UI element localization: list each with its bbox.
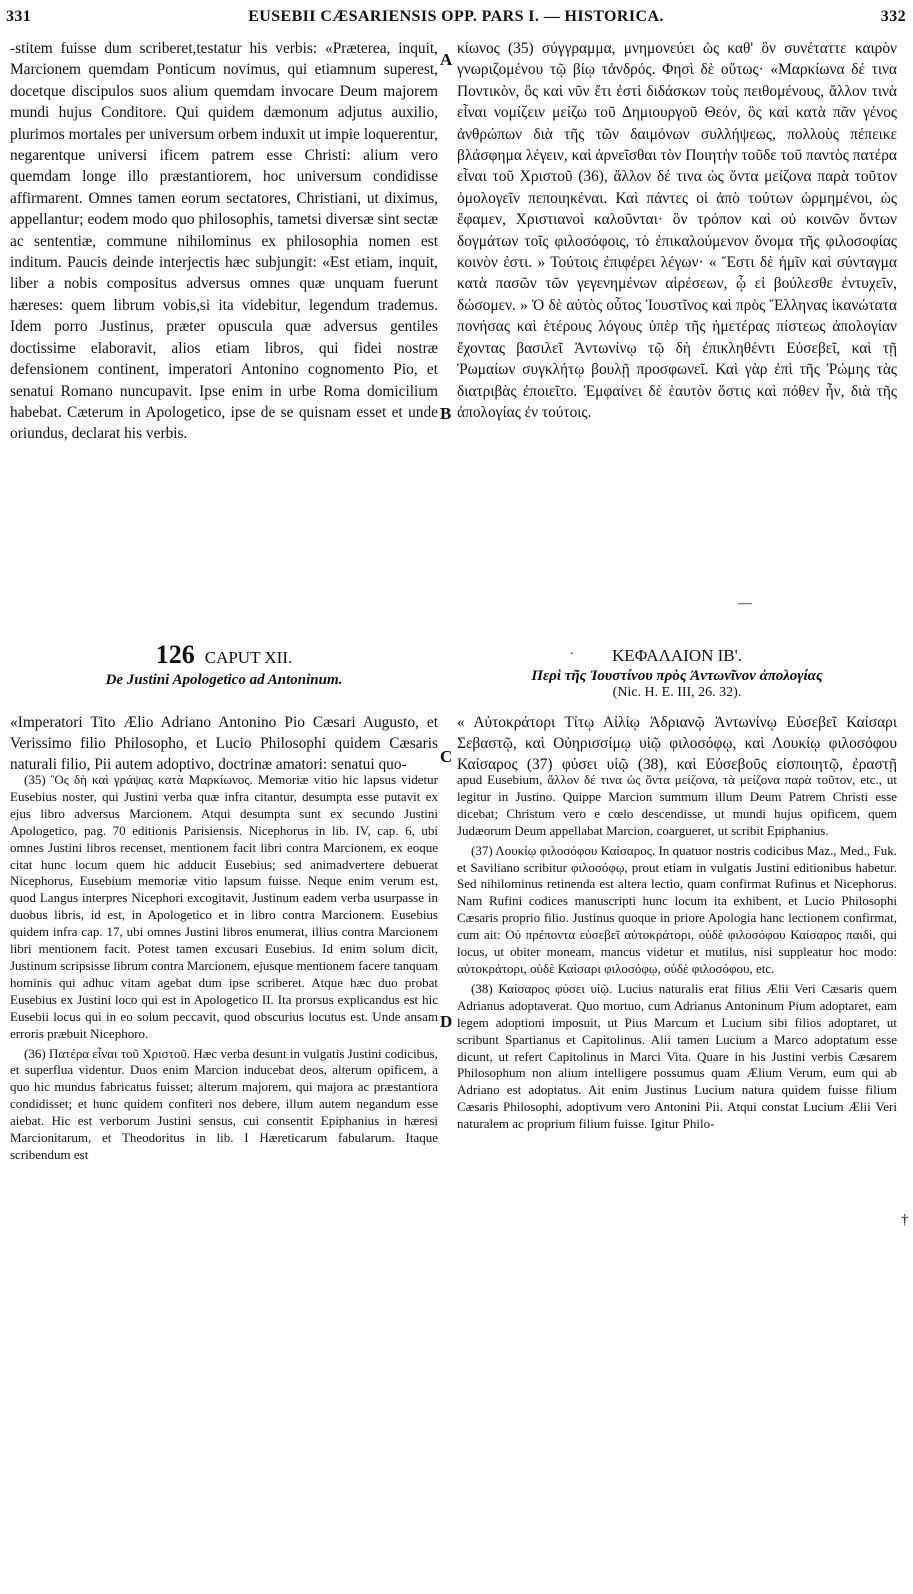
dagger-mark: † [901,1212,909,1228]
margin-letter-a: A [440,50,453,69]
latin-chapter-heading [10,640,438,689]
chapter-title-greek: ΚΕΦΑΛΑΙΟΝ ΙΒ'. [612,646,742,665]
latin-footnotes [10,772,438,1572]
footnote-35: (35) Ὃς δὴ καὶ γράψας κατὰ Μαρκίωνος. Memoriæ vitio hic lapsus videtur Eusebius noster, qui Justini verba quæ infra citantur, desumpta esse putavit ex ejus libro adversus Marcionem. Atqui desumpta sunt ex secundo Justini Apologetico, pag. 70 editionis Parisiensis. Nicephorus in lib. IV, cap. 6, ubi omnes Justini libros recenset, mentionem facit libri contra Marcionem, ex eoque citat hunc locum quem hic adducit Eusebius; sed animadvertere debuerat Nicephorus, Eusebium memoriæ vitio lapsum fuisse. Neque enim verum est, quod Langus interpres Nicephori excogitavit, Justinum eadem verba usurpasse in duobus libris, id est, in Apologetico et in libro contra Marcionem. Eusebius quidem infra cap. 17, ubi omnes Justini libros enumerat, illius contra Marcionem libri mentionem facit. Potest tamen excusari Eusebius. Id enim solum dicit, Justinum scripsisse librum contra Marcionem, ejusque mentionem facere tanquam hominis qui adhuc vitam agebat dum ipse scriberet. Atque hæc duo probat Eusebius ex Justini loco qui est in Apologetico II. Ita prorsus explicandus est hic Eusebii locus qui in eo solum peccavit, quod obscurius locutus est. Unde ansam erroris præbuit Nicephoro. [10,772,438,1041]
footnote-36: (36) Πατέρα εἶναι τοῦ Χριστοῦ. Hæc verba desunt in vulgatis Justini codicibus, et superflua videntur. Duos enim Marcion inducebat deos, alterum opificem, a quo hic mundus fabricatus fuisset; alterum majorem, qui majora ac præstantiora condidisset; et hunc quidem confiteri nos debere, illum autem negandum esse aiebat. Hic est verborum Justini sensus, cui consentit Epiphanius in hæresi Marcionitarum, et Theodoritus in lib. I Hæreticarum fabularum. Itaque scribendum est [10,1045,438,1162]
footnote-37: (37) Λουκίῳ φιλοσόφου Καίσαρος. In quatuor nostris codicibus Maz., Med., Fuk. et Saviliano scribitur φιλοσόφῳ, prout etiam in vulgatis Justini editionibus habetur. Sed nihilominus retinenda est altera lectio, quam confirmat Rufinus et Nicephorus. Nam Rufini codices manuscripti hunc locum ita exhibent, et Lucio Philosophi Cæsaris proprio filio. Justinus quoque in priore Apologia hanc lectionem confirmat, cum ait: Οὐ πρέποντα εὐσεβεῖ αὐτοκράτορι, οὐδὲ φιλοσόφου Καίσαρος παιδὶ, qui locus, ut obiter moneam, mancus videtur et mutilus, nisi suppleatur hoc modo: αὐτοκράτορι, οὐδὲ Καίσαρι φιλοσόφῳ, οὐδὲ φιλοσόφου, etc. [457,842,897,976]
margin-letter-b: B [440,404,452,423]
latin-decree-text: «Imperatori Tito Ælio Adriano Antonino Pio Cæsari Augusto, et Verissimo filio Philosopho, et Lucio Philosophi quidem Cæsaris naturali filio, Pii autem adoptivo, doctrinæ amatori: senatui quo- [10,714,438,772]
section-dash: — [738,596,752,611]
chapter-reference: (Nic. H. E. III, 26. 32). [612,685,742,700]
page-number-right: 332 [880,8,906,25]
chapter-number: 126 [155,640,195,669]
footnote-38: (38) Καίσαρος φύσει υἱῷ. Lucius naturalis erat filius Ælii Veri Cæsaris quem Adrianus adoptaverat. Quo mortuo, cum Adrianus Antoninum Pium adoptaret, eam legem adoptioni imposuit, ut Pius Marcum et Lucium sibi filios adoptaret, ut scribunt Spartianus et Capitolinus. Alii tamen Lucium a Marco adoptatum esse dicunt, ut refert Capitolinus in Marci Vita. Quare in his Justini verbis Cæsarem Philosophum non alium intelligere possumus quam Ælium Verum, eum qui ab Adriano est adoptatus. Ait enim Justinus Lucium natura quidem fuisse filium Cæsaris Philosophi, adoptivum vero Antonini Pii. Atqui constat Lucium Ælii Veri naturalem ac proprium filium fuisse. Igitur Philo- [457,980,897,1132]
running-title: EUSEBII CÆSARIENSIS OPP. PARS I. — HISTORICA. [248,8,664,25]
section-dot: . [570,643,574,658]
right-footnotes [457,772,897,1572]
margin-letter-c: C [440,747,453,766]
footnote-36-continued: apud Eusebium, ἄλλον δέ τινα ὡς ὄντα μείζονα, τὰ μείζονα παρὰ τοῦτον, etc., ut legitur in Justino. Quippe Marcion summum illum Deum Patrem Christi esse dicebat; Christum vero e cœlo descendisse, ut mundi hujus opificem, quem Judæorum Deum appellabat Marcion, coargueret, ut scribit Epiphanius. [457,772,897,838]
chapter-subtitle-latin: De Justini Apologetico ad Antoninum. [105,672,343,688]
greek-chapter-heading [457,640,897,701]
margin-letter-d: D [440,1012,453,1031]
chapter-title-latin: CAPUT XII. [204,648,293,667]
latin-main-text: -stitem fuisse dum scriberet,testatur his verbis: «Præterea, inquit, Marcionem quemdam Ponticum novimus, qui etiamnum superest, docetque discipulos suos alium quemdam invocare Deum majorem mundi hujus Conditore. Qui quidem dæmonum adjutus auxilio, plurimos mortales per universum orbem induxit ut impie loquerentur, negarentque universi ificem patrem esse Christi: alium vero quemdam longe illo præstantiorem, hoc universum condidisse affirmarent. Omnes tamen eorum sectatores, Christiani, ut diximus, appellantur; eodem modo quo philosophis, tametsi diversæ sint sectæ ac sententiæ, commune nihilominus ex philosophia nomen est inditum. Paucis deinde interjectis hæc subjungit: «Est etiam, inquit, liber a nobis compositus adversus omnes quæ unquam fuerunt hæreses: quem librum vobis,si ita videbitur, legendum trademus. Idem porro Justinus, præter opuscula quæ adversus gentiles doctissime elaboravit, alios etiam libros, qui fidei nostræ defensionem continent, imperatori Antonino cognomento Pio, et senatui Romano nuncupavit. Ipse enim in urbe Roma domicilium habebat. Cæterum in Apologetico, ipse de se quisnam esset et unde oriundus, declarat his verbis. [10,40,438,443]
greek-main-text: κίωνος (35) σύγγραμμα, μνημονεύει ὡς καθ' ὃν συνέταττε καιρὸν γνωριζομένου τῷ βίῳ τἀνδρός. Φησὶ δὲ οὕτως· «Μαρκίωνα δέ τινα Ποντικὸν, ὃς καὶ νῦν ἔτι ἐστὶ διδάσκων τοὺς πειθομένους, ἄλλον τινὰ εἶναι νομίζειν μείζω τοῦ Δημιουργοῦ Θεόν, ὃς καὶ κατὰ πᾶν γένος ἀνθρώπων διὰ τῆς τῶν δαιμόνων συλλήψεως, πολλοὺς πέπεικε βλάσφημα λέγειν, καὶ ἀρνεῖσθαι τὸν Ποιητὴν τοῦδε τοῦ παντὸς πατέρα εἶναι τοῦ Χριστοῦ (36), ἄλλον δέ τινα ὡς ὄντα μείζονα παρὰ τοῦτον ὁμολογεῖν πεποιηκέναι. Καὶ πάντες οἱ ἀπὸ τούτων ὡρμημένοι, ὡς ἔφαμεν, Χριστιανοὶ καλοῦνται· ὃν τρόπον καὶ οὐ κοινῶν ὄντων δογμάτων τοῖς φιλοσόφοις, τὸ ἐπικαλούμενον ὄνομα τῆς φιλοσοφίας κοινὸν ἐστι. » Τούτοις ἐπιφέρει λέγων· « Ἔστι δὲ ἡμῖν καὶ σύνταγμα κατὰ πασῶν τῶν γεγενημένων αἱρέσεων, ᾧ εἰ βούλεσθε ἐντυχεῖν, δώσομεν. » Ὁ δὲ αὐτὸς οὗτος Ἰουστῖνος καὶ πρὸς Ἕλληνας ἱκανώτατα πονήσας καὶ ἑτέρους λόγους ὑπὲρ τῆς ἡμετέρας πίστεως ἀπολογίαν ἔχοντας βασιλεῖ Ἀντωνίνῳ τῷ δὴ ἐπικληθέντι Εὐσεβεῖ, καὶ τῇ Ῥωμαίων συγκλήτῳ βουλῇ προσφωνεῖ. Καὶ γὰρ ἐπὶ τῆς Ῥώμης τὰς διατριβὰς ἐποιεῖτο. Ἐμφαίνει δὲ ἑαυτὸν ὅστις καὶ πόθεν ἦν, διὰ τῆς ἀπολογίας ἐν τούτοις. [457,40,897,421]
greek-decree-text: « Αὐτοκράτορι Τίτῳ Αἰλίῳ Ἀδριανῷ Ἀντωνίνῳ Εὐσεβεῖ Καίσαρι Σεβαστῷ, καὶ Οὐηρισσίμῳ υἱῷ φιλοσόφῳ, καὶ Λουκίῳ φιλοσόφου Καίσαρος (37) φύσει υἱῷ (38), καὶ Εὐσεβοῦς εἰσποιητῷ, ἐραστῇ [457,714,897,772]
page-number-left: 331 [6,8,32,25]
chapter-subtitle-greek: Περὶ τῆς Ἰουστίνου πρὸς Ἀντωνῖνον ἀπολογίας [531,668,823,684]
running-header [6,6,906,36]
